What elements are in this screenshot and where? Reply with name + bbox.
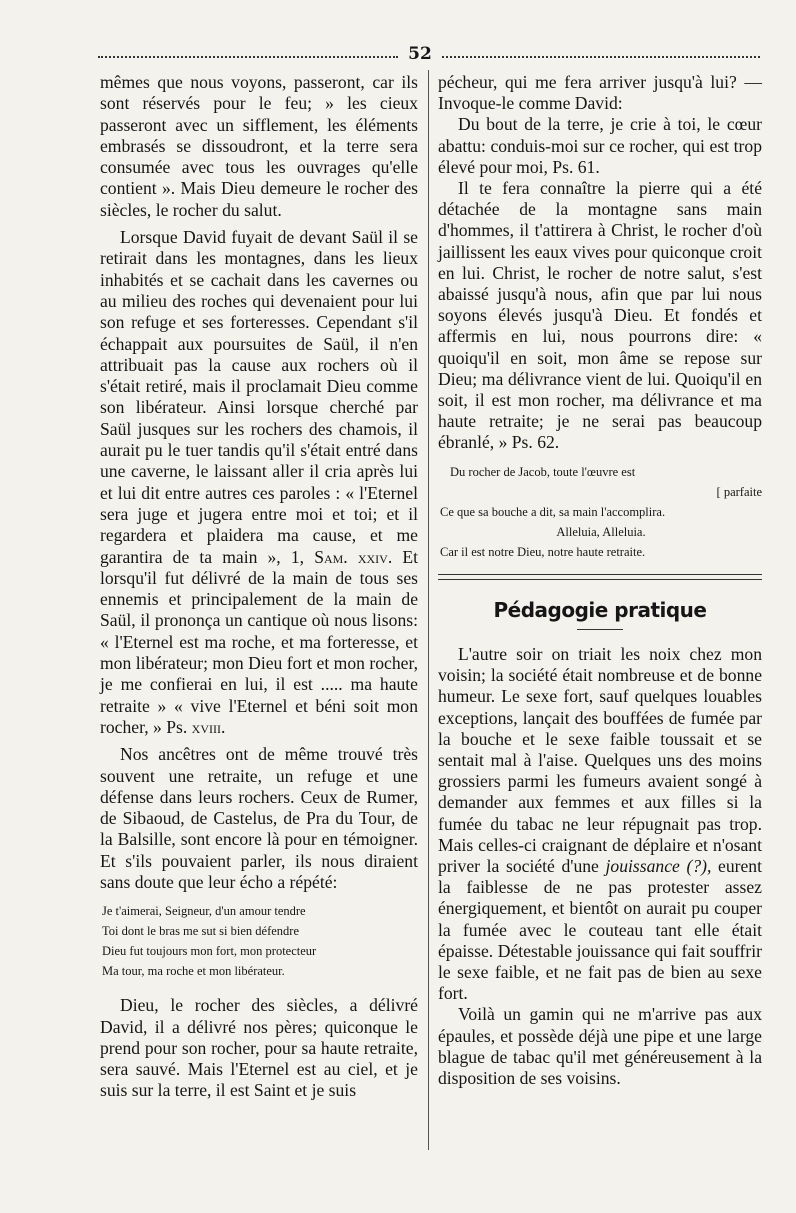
hymn-block — [440, 462, 762, 562]
scripture-reference: Sam. xxiv. — [314, 546, 393, 567]
poem-line: Toi dont le bras me sut si bien défendre — [102, 924, 299, 939]
text-span: Lorsque David fuyait de devant Saül il se retirait dans les montagnes, dans les lieux inhabités et se cachait dans les cavernes ou au milieu des roches qui devenaient pour lui son refuge et ses forteresses. Cependant s'il échappait aux poursuites de Saül, il n'en attribuait pas la cause aux rochers où il s'était retiré, mais il proclamait Dieu comme son libérateur. Ainsi lorsque cherché par Saül jusques sur les rochers des chamois, il aurait pu le tuer tandis qu'il s'était entré dans une caverne, le laissant aller il cria après lui et lui dit entre autres ces paroles : « l'Eternel sera juge et jugera entre moi et toi; et il regardera et plaidera ma cause, et me garantira de ta main », 1, — [100, 227, 418, 567]
column-divider — [428, 70, 429, 1150]
paragraph: pécheur, qui me fera arriver jusqu'à lui? — Invoque-le comme David: — [438, 72, 762, 114]
page-number: 52 — [408, 44, 432, 64]
scripture-reference: xviii. — [191, 716, 226, 737]
italic-text: jouissance (?), — [605, 855, 712, 876]
page-header — [98, 44, 760, 68]
text-span: L'autre soir on triait les noix chez mon voisin; la société était nombreuse et de bonne humeur. Le sexe fort, sauf quelques louables exceptions, lançait des bouffées de fumée par la bouche et le sexe faible toussait et se sentait mal à l'aise. Quelques uns des moins grossiers parmi les fumeurs avaient songé à demander aux femmes et aux filles si la fumée du tabac ne leur répugnait pas trop. Mais celles-ci craignant de déplaire et n'osant priver la société d'une — [438, 643, 762, 876]
hymn-line: Car il est notre Dieu, notre haute retraite. — [440, 544, 646, 559]
poem-line: Dieu fut toujours mon fort, mon protecteur — [102, 944, 317, 959]
text-span: Et lorsqu'il fut délivré de la main de tous ses ennemis et principalement de la main de Saül, il prononça un cantique où nous lisons: « l'Eternel est ma roche, et ma forteresse, et mon libérateur; mon Dieu fort et mon rocher, je me confierai en lui, il est ..... ma haute retraite » « vive l'Eternel et béni soit mon rocher, » Ps. — [100, 546, 419, 737]
hymn-line: Du rocher de Jacob, toute l'œuvre est — [450, 464, 636, 479]
hymn-line: Ce que sa bouche a dit, sa main l'accomplira. — [440, 504, 666, 519]
poem-line: Je t'aimerai, Seigneur, d'un amour tendre — [102, 904, 306, 919]
header-rule-right — [442, 56, 760, 58]
paragraph — [100, 227, 418, 738]
header-rule-left — [98, 56, 398, 58]
section-title: Pédagogie pratique — [493, 597, 707, 622]
left-column — [100, 72, 418, 1102]
paragraph: Du bout de la terre, je crie à toi, le cœur abattu: conduis-moi sur ce rocher, qui est trop élevé pour moi, Ps. 61. — [438, 114, 762, 177]
section-divider — [438, 574, 762, 580]
text-span: eurent la faiblesse de ne pas protester assez énergiquement, et bientôt on aurait pu couper la fumée avec le couteau tant elle était épaisse. Détestable jouissance qui fait souffrir le sexe faible, et ne fait pas de bien au sexe fort. — [438, 855, 762, 1004]
title-underline — [577, 629, 623, 630]
poem-line: Ma tour, ma roche et mon libérateur. — [102, 964, 285, 979]
paragraph: mêmes que nous voyons, passeront, car ils sont réservés pour le feu; » les cieux passeront avec un sifflement, les éléments embrasés se dissoudront, et la terre sera consumée avec tous les ouvrages qu'elle contient ». Mais Dieu demeure le rocher des siècles, le rocher du salut. — [100, 72, 418, 220]
hymn-line: Alleluia, Alleluia. — [556, 524, 646, 539]
paragraph: Dieu, le rocher des siècles, a délivré David, il a délivré nos pères; quiconque le prend pour son rocher, pour sa haute retraite, sera sauvé. Mais l'Eternel est au ciel, et je suis sur la terre, il est Saint et je suis — [100, 995, 418, 1101]
paragraph: Nos ancêtres ont de même trouvé très souvent une retraite, un refuge et une défense dans leurs rochers. Ceux de Rumer, de Sibaoud, de Castelus, de Pra du Tour, de la Balsille, sont encore là pour en témoigner. Et s'ils pouvaient parler, ils nous diraient sans doute que leur écho a répété: — [100, 744, 418, 892]
hymn-line: [ parfaite — [716, 484, 762, 499]
poem-block — [102, 901, 418, 981]
paragraph: Il te fera connaître la pierre qui a été détachée de la montagne sans main d'hommes, il t'attirera à Christ, le rocher d'où jaillissent les eaux vives pour quiconque croit en lui. Christ, le rocher de notre salut, s'est abaissé jusqu'à nous, afin que par lui nous soyons élevés jusqu'à Dieu. Et fondés et affermis en lui, nous pourrons dire: « quoiqu'il en soit, mon âme se repose sur Dieu; ma délivrance vient de lui. Quoiqu'il en soit, il est mon rocher, ma délivrance et ma haute retraite; je ne serai pas beaucoup ébranlé, » Ps. 62. — [438, 178, 762, 453]
paragraph — [438, 644, 762, 1004]
right-column — [438, 72, 762, 1089]
paragraph: Voilà un gamin qui ne m'arrive pas aux épaules, et possède déjà une pipe et une large blague de tabac qu'il met généreusement à la disposition de ses voisins. — [438, 1004, 762, 1089]
